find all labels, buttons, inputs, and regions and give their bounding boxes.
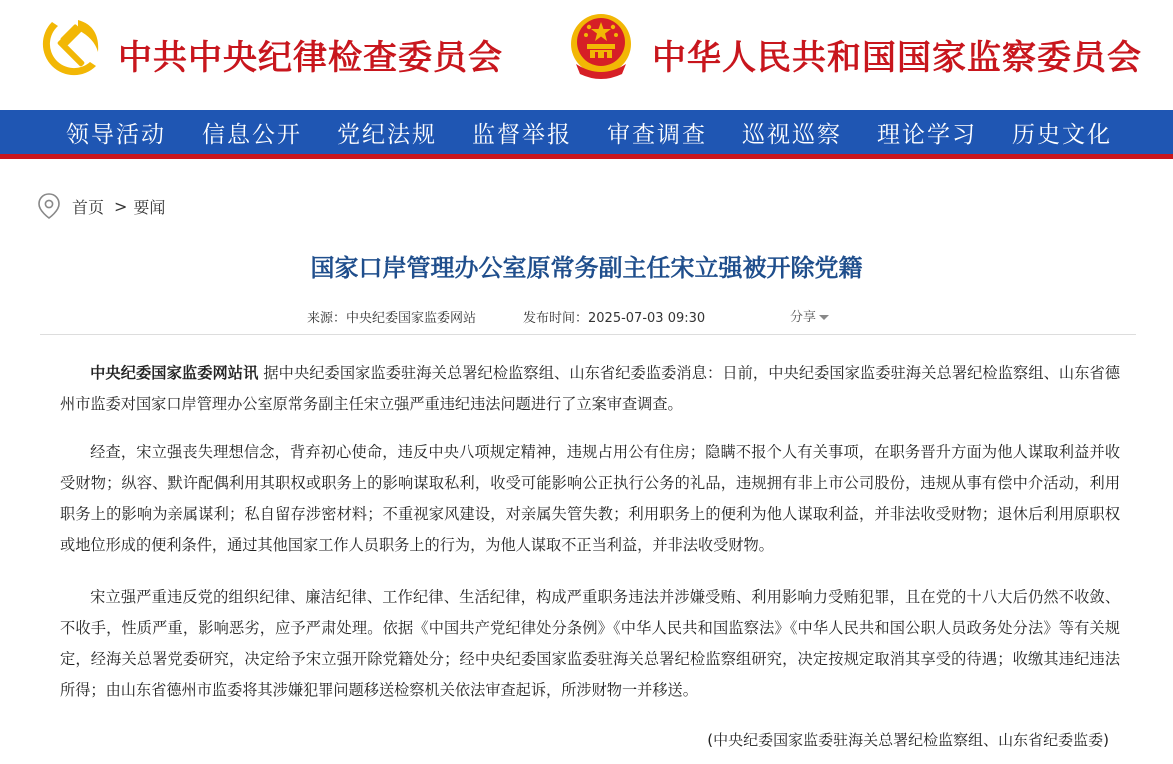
paragraph-2-text: 经查，宋立强丧失理想信念，背弃初心使命，违反中央八项规定精神，违规占用公有住房；隐瞒不报个人有关事项，在职务晋升方面为他人谋取利益并收受财物；纵容、默许配偶利用其职权或职务上的影响谋取私利，收受可能影响公正执行公务的礼品，违规拥有非上市公司股份，违规从事有偿中介活动，利用职务上的影响为亲属谋利；私自留存涉密材料；不重视家风建设，对亲属失管失教；利用职务上的便利为他人谋取利益，并非法收受财物；退休后利用原职权或地位形成的便利条件，通过其他国家工作人员职务上的行为，为他人谋取不正当利益，并非法收受财物。 — [60, 443, 1120, 554]
party-emblem-icon[interactable] — [38, 12, 106, 80]
nav-item-party-regulations[interactable]: 党纪法规 — [337, 122, 437, 148]
breadcrumb-current[interactable]: 要闻 — [133, 197, 166, 217]
article-source — [307, 307, 476, 326]
article-title: 国家口岸管理办公室原常务副主任宋立强被开除党籍 — [310, 254, 863, 282]
breadcrumb-home[interactable]: 首页 — [72, 197, 105, 217]
article-time — [523, 307, 705, 326]
nav-item-info-disclosure[interactable]: 信息公开 — [202, 122, 302, 148]
nav-item-report[interactable]: 监督举报 — [472, 122, 572, 148]
share-label: 分享 — [790, 310, 817, 325]
cdci-title[interactable]: 中共中央纪律检查委员会 — [118, 38, 503, 78]
share-button[interactable] — [790, 306, 829, 325]
time-value: 2025-07-03 09:30 — [588, 311, 706, 326]
main-nav — [0, 110, 1173, 154]
nav-item-history[interactable]: 历史文化 — [1012, 122, 1112, 148]
national-emblem-icon[interactable] — [566, 10, 636, 82]
meta-divider — [40, 334, 1136, 335]
chevron-down-icon — [819, 315, 829, 320]
location-pin-icon — [36, 192, 62, 220]
nsc-title[interactable]: 中华人民共和国国家监察委员会 — [652, 38, 1142, 78]
paragraph-3-text: 宋立强严重违反党的组织纪律、廉洁纪律、工作纪律、生活纪律，构成严重职务违法并涉嫌受贿、利用影响力受贿犯罪，且在党的十八大后仍然不收敛、不收手，性质严重，影响恶劣，应予严肃处理。依据《中国共产党纪律处分条例》《中华人民共和国监察法》《中华人民共和国公职人员政务处分法》等有关规定，经海关总署党委研究，决定给予宋立强开除党籍处分；经中央纪委国家监委驻海关总署纪检监察组研究，决定按规定取消其享受的待遇；收缴其违纪违法所得；由山东省德州市监委将其涉嫌犯罪问题移送检察机关依法审查起诉，所涉财物一并移送。 — [60, 588, 1120, 699]
paragraph-1-text: 据中央纪委国家监委驻海关总署纪检监察组、山东省纪委监委消息：日前，中央纪委国家监委驻海关总署纪检监察组、山东省德州市监委对国家口岸管理办公室原常务副主任宋立强严重违纪违法问题进行了立案审查调查。 — [60, 364, 1121, 413]
nav-item-theory[interactable]: 理论学习 — [877, 122, 977, 148]
nav-divider — [0, 154, 1173, 159]
nav-item-leadership[interactable]: 领导活动 — [66, 122, 166, 148]
article-lead: 中央纪委国家监委网站讯 — [90, 364, 259, 382]
article-paragraph-1 — [60, 358, 1120, 420]
source-label: 来源： — [307, 311, 347, 326]
nav-item-inspection[interactable]: 巡视巡察 — [742, 122, 842, 148]
breadcrumb — [36, 192, 165, 220]
nav-item-investigation[interactable]: 审查调查 — [607, 122, 707, 148]
breadcrumb-separator: > — [114, 196, 128, 216]
article-footer-source: (中央纪委国家监委驻海关总署纪检监察组、山东省纪委监委) — [707, 731, 1109, 749]
source-value: 中央纪委国家监委网站 — [346, 311, 477, 326]
article-paragraph-2 — [60, 437, 1120, 561]
site-header — [0, 0, 1173, 110]
time-label: 发布时间： — [523, 311, 589, 326]
article-paragraph-3 — [60, 582, 1120, 706]
